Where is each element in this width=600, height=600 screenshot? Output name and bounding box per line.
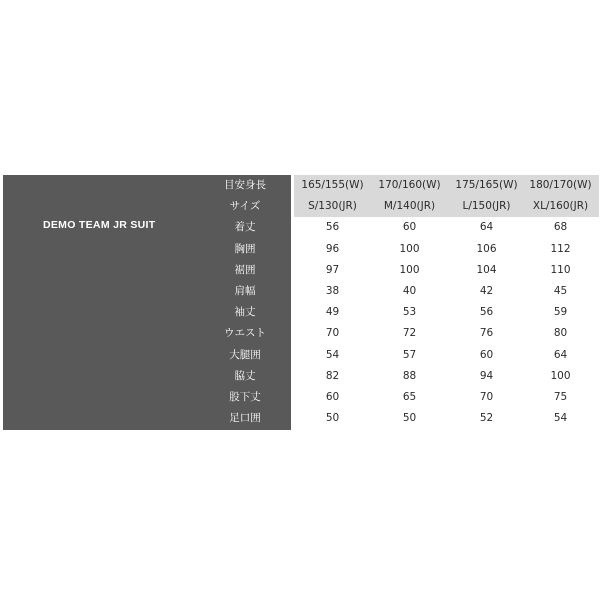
- measure-row-label: 脇丈: [234, 370, 256, 382]
- measure-row-label: 裾囲: [234, 264, 256, 276]
- measure-row-label: 肩幅: [234, 285, 256, 297]
- measure-cell: 52: [479, 412, 494, 424]
- measure-cell: 54: [553, 412, 568, 424]
- header-cell: 165/155(W): [294, 175, 371, 196]
- measure-cell: 96: [325, 243, 340, 255]
- measure-cell: 64: [553, 349, 568, 361]
- measure-cell: 56: [325, 221, 340, 233]
- measure-cell: 42: [479, 285, 494, 297]
- header-cell: S/130(JR): [294, 196, 371, 217]
- measure-cell: 50: [325, 412, 340, 424]
- measure-cell: 70: [325, 327, 340, 339]
- product-name: DEMO TEAM JR SUIT: [43, 219, 156, 232]
- measure-cell: 53: [402, 306, 417, 318]
- size-chart: [3, 175, 597, 430]
- measure-cell: 56: [479, 306, 494, 318]
- measure-cell: 60: [325, 391, 340, 403]
- measure-cell: 57: [402, 349, 417, 361]
- header-row-label: 目安身長: [224, 179, 266, 191]
- header-cell: 180/170(W): [522, 175, 599, 196]
- measure-cell: 60: [479, 349, 494, 361]
- measure-cell: 64: [479, 221, 494, 233]
- header-cell: L/150(JR): [448, 196, 525, 217]
- measure-cell: 70: [479, 391, 494, 403]
- measure-cell: 59: [553, 306, 568, 318]
- measure-row-label: 大腿囲: [229, 349, 261, 361]
- measure-cell: 80: [553, 327, 568, 339]
- measure-cell: 110: [550, 264, 571, 276]
- measure-cell: 60: [402, 221, 417, 233]
- measure-cell: 94: [479, 370, 494, 382]
- measure-row-label: 股下丈: [229, 391, 261, 403]
- header-cell: 175/165(W): [448, 175, 525, 196]
- measure-cell: 112: [550, 243, 571, 255]
- measure-cell: 65: [402, 391, 417, 403]
- header-cell: M/140(JR): [371, 196, 448, 217]
- header-row-label: サイズ: [229, 200, 261, 212]
- measure-cell: 75: [553, 391, 568, 403]
- measure-cell: 45: [553, 285, 568, 297]
- measure-cell: 76: [479, 327, 494, 339]
- measure-cell: 100: [399, 264, 420, 276]
- measure-cell: 104: [476, 264, 497, 276]
- measure-cell: 38: [325, 285, 340, 297]
- measure-cell: 100: [399, 243, 420, 255]
- measure-cell: 106: [476, 243, 497, 255]
- measure-cell: 49: [325, 306, 340, 318]
- header-cell: XL/160(JR): [522, 196, 599, 217]
- measure-cell: 40: [402, 285, 417, 297]
- measure-cell: 72: [402, 327, 417, 339]
- measure-cell: 88: [402, 370, 417, 382]
- measure-row-label: 袖丈: [234, 306, 256, 318]
- measure-cell: 100: [550, 370, 571, 382]
- header-cell: 170/160(W): [371, 175, 448, 196]
- measure-cell: 68: [553, 221, 568, 233]
- measure-row-label: 胸囲: [234, 243, 256, 255]
- measure-row-label: 着丈: [234, 221, 256, 233]
- measure-cell: 97: [325, 264, 340, 276]
- measure-cell: 82: [325, 370, 340, 382]
- measure-row-label: 足口囲: [229, 412, 261, 424]
- measure-cell: 54: [325, 349, 340, 361]
- measure-row-label: ウエスト: [224, 327, 266, 339]
- measure-cell: 50: [402, 412, 417, 424]
